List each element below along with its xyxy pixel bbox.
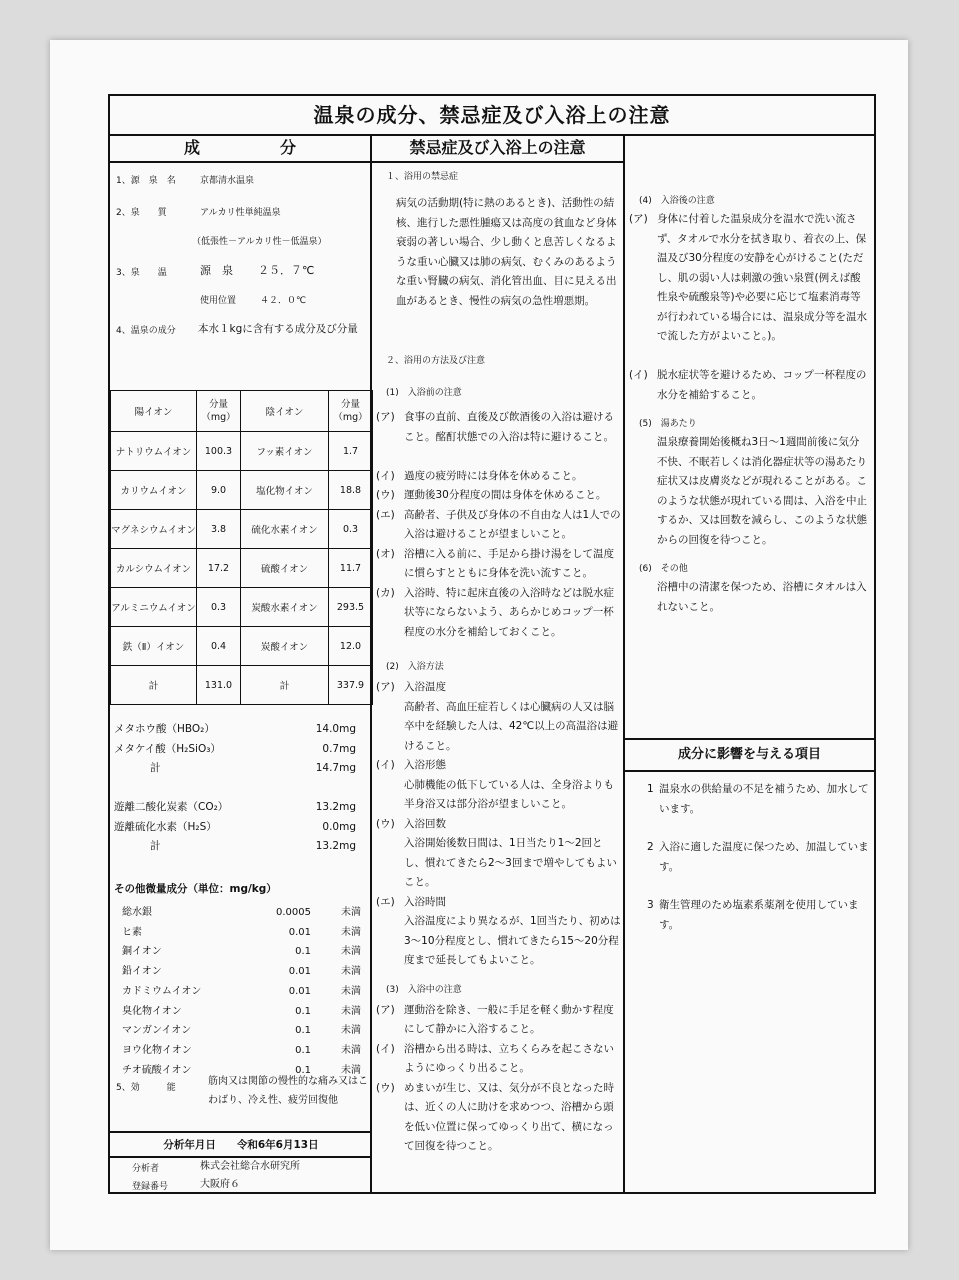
temp-source-value: ２５．７℃ [258, 264, 315, 277]
ion-cell: 0.4 [197, 627, 241, 666]
in-bath-item-text: めまいが生じ、又は、気分が不良となった時は、近くの人に助けを求めつつ、浴槽から頭を低い位置に保ってゆっくり出て、横になって回復を待つこと。 [404, 1081, 614, 1152]
trace-note: 未満 [341, 966, 361, 978]
temp-source-label: 源 泉 [200, 264, 233, 277]
trace-value: 0.01 [288, 926, 311, 938]
influence-text: 温泉水の供給量の不足を補うため、加水しています。 [659, 783, 869, 815]
gases-value: 13.2mg [315, 840, 356, 852]
pre-bath-item-text: 過度の疲労時には身体を休めること。 [404, 469, 583, 482]
ion-cell: 硫酸イオン [241, 549, 329, 588]
efficacy-label: 5、効 能 [116, 1083, 176, 1093]
ion-cell: 337.9 [329, 666, 373, 705]
spring-quality-sub: （低張性－アルカリ性－低温泉） [192, 237, 327, 247]
trace-row [122, 1002, 367, 1022]
contraindication-text: 病気の活動期(特に熱のあるとき)、活動性の結核、進行した悪性腫瘍又は高度の貧血など身体衰弱の著しい場合、少し動くと息苦しくなるような重い心臓又は肺の病気、むくみのあるような重い腎臓の病気、消化管出血、目に見える出血があるとき、慢性の病気の急性増悪期。 [396, 197, 617, 307]
col-anion: 陰イオン [241, 391, 329, 432]
temperature-label: 3、泉 温 [116, 268, 167, 278]
ion-cell: 硫化水素イオン [241, 510, 329, 549]
ion-row [111, 549, 373, 588]
trace-name: 銅イオン [122, 946, 162, 958]
overbath-title: (5) 湯あたり [639, 419, 697, 429]
trace-note: 未満 [341, 1005, 361, 1017]
bath-method-title: (2) 入浴方法 [386, 662, 444, 672]
undissociated-value: 14.0mg [315, 723, 356, 735]
content-label: 4、温泉の成分 [116, 326, 176, 336]
influence-num: 1 [647, 783, 654, 795]
trace-note: 未満 [341, 1044, 361, 1056]
col-cation: 陽イオン [111, 391, 197, 432]
undissociated-value: 0.7mg [322, 742, 356, 755]
trace-value: 0.1 [295, 1005, 311, 1017]
gases-label: 計 [150, 840, 161, 852]
trace-note: 未満 [341, 985, 361, 997]
source-name-label: 1、源 泉 名 [116, 176, 176, 186]
trace-value: 0.01 [288, 966, 311, 978]
ion-cell: アルミニウムイオン [111, 588, 197, 627]
ion-cell: 炭酸イオン [241, 627, 329, 666]
trace-value: 0.1 [295, 1044, 311, 1056]
undissociated-label: メタケイ酸（H₂SiO₃） [114, 742, 221, 755]
trace-name: カドミウムイオン [122, 985, 202, 997]
ion-cell: 293.5 [329, 588, 373, 627]
trace-note: 未満 [341, 907, 361, 918]
ion-row [111, 588, 373, 627]
bath-method-head: 入浴時間 [404, 895, 446, 908]
registration-value: 大阪府６ [200, 1179, 240, 1190]
bath-method-mark: (イ) [376, 759, 395, 771]
pre-bath-item-text: 高齢者、子供及び身体の不自由な人は1人での入浴は避けることが望ましいこと。 [404, 508, 621, 540]
ion-cell: マグネシウムイオン [111, 510, 197, 549]
ion-cell: カルシウムイオン [111, 549, 197, 588]
ion-cell: 11.7 [329, 549, 373, 588]
bath-method-head: 入浴温度 [404, 681, 446, 693]
components-column [110, 134, 372, 1192]
bath-method-mark: (ア) [376, 681, 395, 693]
trace-value: 0.1 [295, 1064, 311, 1076]
trace-row [122, 923, 367, 943]
temp-use-value: ４２．０℃ [260, 296, 307, 306]
ion-cell: 0.3 [197, 588, 241, 627]
undissociated-value: 14.7mg [315, 762, 356, 774]
trace-name: ヒ素 [122, 926, 142, 938]
trace-value: 0.01 [288, 985, 311, 997]
gases-row [114, 798, 366, 817]
undissociated-label: 計 [150, 762, 161, 774]
analysis-date: 分析年月日 令和6年6月13日 [163, 1139, 319, 1151]
pre-bath-item-text: 運動後30分程度の間は身体を休めること。 [404, 489, 607, 501]
pre-bath-item-text: 入浴時、特に起床直後の入浴時などは脱水症状等にならないよう、あらかじめコップ一杯程度の水分を補給しておくこと。 [404, 586, 614, 638]
trace-value: 0.1 [295, 946, 311, 958]
gases-row [114, 818, 366, 837]
undissociated-row [114, 720, 366, 739]
undissociated-label: メタホウ酸（HBO₂） [114, 723, 215, 735]
precautions-header: 禁忌症及び入浴上の注意 [372, 134, 623, 163]
undissociated-row [114, 759, 366, 778]
ion-cell: 塩化物イオン [241, 471, 329, 510]
ion-cell: ナトリウムイオン [111, 432, 197, 471]
contraindication-title: １、浴用の禁忌症 [386, 172, 459, 182]
ion-cell: 計 [111, 666, 197, 705]
trace-name: 臭化物イオン [122, 1005, 182, 1017]
in-bath-item-mark: (ア) [376, 1003, 395, 1016]
trace-row [122, 903, 367, 923]
other-text: 浴槽中の清潔を保つため、浴槽にタオルは入れないこと。 [657, 581, 867, 613]
bathing-method-title: ２、浴用の方法及び注意 [386, 356, 486, 366]
influence-num: 2 [647, 841, 654, 853]
overbath-text: 温泉療養開始後概ね3日～1週間前後に気分不快、不眠若しくは消化器症状等の湯あたり症状又は皮膚炎などが現れることがある。このような状態が現れている間は、入浴を中止するか、又は回数を減らし、このような状態からの回復を待つこと。 [657, 436, 867, 546]
analyst-label: 分析者 [132, 1164, 160, 1174]
trace-note: 未満 [341, 926, 361, 938]
analyst-value: 株式会社総合水研究所 [200, 1161, 300, 1172]
bath-method-mark: (エ) [376, 895, 395, 908]
ion-cell: 18.8 [329, 471, 373, 510]
influence-text: 入浴に適した温度に保つため、加温しています。 [659, 841, 869, 873]
gases-value: 13.2mg [315, 801, 356, 813]
spring-quality-value: アルカリ性単純温泉 [200, 208, 281, 218]
temp-use-label: 使用位置 [200, 296, 237, 306]
trace-note: 未満 [341, 1064, 361, 1076]
efficacy-value: 筋肉又は関節の慢性的な痛み又はこわばり、冷え性、疲労回復他 [208, 1076, 368, 1106]
pre-bath-item-mark: (オ) [376, 547, 395, 560]
trace-row [122, 942, 367, 962]
trace-value: 0.1 [295, 1025, 311, 1037]
bath-method-head: 入浴形態 [404, 759, 446, 771]
undissociated-row [114, 740, 366, 759]
after-bath-column [625, 134, 874, 1192]
ion-cell: 炭酸水素イオン [241, 588, 329, 627]
influence-header: 成分に影響を与える項目 [677, 747, 821, 762]
bath-method-mark: (ウ) [376, 817, 395, 830]
other-title: (6) その他 [639, 564, 688, 574]
components-header: 成 分 [110, 134, 370, 163]
col-anion-amount: 分量（mg） [329, 391, 373, 432]
pre-bath-item-text: 浴槽に入る前に、手足から掛け湯をして温度に慣らすとともに身体を洗い流すこと。 [404, 547, 614, 579]
trace-row [122, 962, 367, 982]
ion-cell: 鉄（Ⅱ）イオン [111, 627, 197, 666]
page-title: 温泉の成分、禁忌症及び入浴上の注意 [110, 96, 874, 136]
gases-row [114, 837, 366, 856]
registration-label: 登録番号 [132, 1182, 169, 1192]
gases-value: 0.0mg [322, 820, 356, 833]
content-value: 本水１kgに含有する成分及び分量 [198, 323, 358, 335]
influence-num: 3 [647, 899, 654, 911]
source-name-value: 京都清水温泉 [200, 176, 255, 186]
ion-table [110, 390, 373, 705]
after-bath-text: 脱水症状等を避けるため、コップ一杯程度の水分を補給すること。 [657, 369, 867, 401]
in-bath-item-mark: (イ) [376, 1042, 395, 1055]
bath-method-text: 入浴開始後数日間は、1日当たり1～2回とし、慣れてきたら2～3回まで増やしてもよいこと。 [404, 837, 617, 888]
trace-header: その他微量成分（単位：mg/kg） [114, 883, 277, 895]
in-bath-item-text: 運動浴を除き、一般に手足を軽く動かす程度にして静かに入浴すること。 [404, 1003, 614, 1035]
precautions-column [372, 134, 625, 1192]
influence-text: 衛生管理のため塩素系薬剤を使用しています。 [659, 899, 859, 931]
ion-cell: フッ素イオン [241, 432, 329, 471]
ion-cell: 1.7 [329, 432, 373, 471]
gases-label: 遊離二酸化炭素（CO₂） [114, 801, 229, 813]
ion-cell: 17.2 [197, 549, 241, 588]
ion-cell: 9.0 [197, 471, 241, 510]
trace-note: 未満 [341, 946, 361, 958]
after-bath-mark: (イ) [629, 369, 648, 381]
ion-row [111, 627, 373, 666]
spring-quality-label: 2、泉 質 [116, 208, 167, 218]
after-bath-mark: (ア) [629, 213, 648, 225]
in-bath-title: (3) 入浴中の注意 [386, 984, 462, 995]
bath-method-head: 入浴回数 [404, 817, 446, 830]
ion-cell: 3.8 [197, 510, 241, 549]
gases-label: 遊離硫化水素（H₂S） [114, 820, 217, 833]
ion-row [111, 471, 373, 510]
bath-method-text: 高齢者、高血圧症若しくは心臓病の人又は脳卒中を経験した人は、42℃以上の高温浴は避けること。 [404, 700, 619, 752]
col-cation-amount: 分量（mg） [197, 391, 241, 432]
trace-name: チオ硫酸イオン [122, 1064, 192, 1076]
ion-cell: カリウムイオン [111, 471, 197, 510]
ion-total-row [111, 666, 373, 705]
bath-method-text: 心肺機能の低下している人は、全身浴よりも半身浴又は部分浴が望ましいこと。 [404, 778, 614, 810]
trace-name: ヨウ化物イオン [122, 1044, 192, 1056]
ion-table-header [111, 391, 373, 432]
ion-cell: 0.3 [329, 510, 373, 549]
notice-frame [108, 94, 876, 1194]
pre-bath-item-mark: (イ) [376, 469, 395, 482]
trace-row [122, 1021, 367, 1041]
ion-row [111, 510, 373, 549]
pre-bath-title: (1) 入浴前の注意 [386, 388, 462, 398]
trace-value: 0.0005 [276, 907, 311, 918]
trace-name: 鉛イオン [122, 966, 162, 978]
ion-row [111, 432, 373, 471]
after-bath-text: 身体に付着した温泉成分を温水で洗い流さず、タオルで水分を拭き取り、着衣の上、保温及び30分程度の安静を心がけること(ただし、肌の弱い人は刺激の強い泉質(例えば酸性泉や硫酸泉等)や必要に応じて塩素消毒等が行われている場合には、温泉成分等を温水で流した方がよいこと。)。 [657, 213, 867, 342]
trace-row [122, 982, 367, 1002]
pre-bath-item-mark: (ア) [376, 411, 395, 423]
ion-cell: 12.0 [329, 627, 373, 666]
in-bath-item-mark: (ウ) [376, 1081, 395, 1094]
trace-row [122, 1041, 367, 1061]
trace-note: 未満 [341, 1025, 361, 1037]
pre-bath-item-text: 食事の直前、直後及び飲酒後の入浴は避けること。酩酊状態での入浴は特に避けること。 [404, 411, 614, 443]
ion-cell: 計 [241, 666, 329, 705]
pre-bath-item-mark: (ウ) [376, 489, 395, 501]
after-bath-title: (4) 入浴後の注意 [639, 196, 715, 206]
in-bath-item-text: 浴槽から出る時は、立ちくらみを起こさないようにゆっくり出ること。 [404, 1042, 614, 1074]
pre-bath-item-mark: (カ) [376, 586, 395, 599]
trace-name: マンガンイオン [122, 1025, 192, 1037]
ion-cell: 131.0 [197, 666, 241, 705]
trace-name: 総水銀 [122, 907, 152, 918]
pre-bath-item-mark: (エ) [376, 508, 395, 521]
ion-cell: 100.3 [197, 432, 241, 471]
bath-method-text: 入浴温度により異なるが、1回当たり、初めは3～10分程度とし、慣れてきたら15～20分程度まで延長してもよいこと。 [404, 915, 621, 966]
